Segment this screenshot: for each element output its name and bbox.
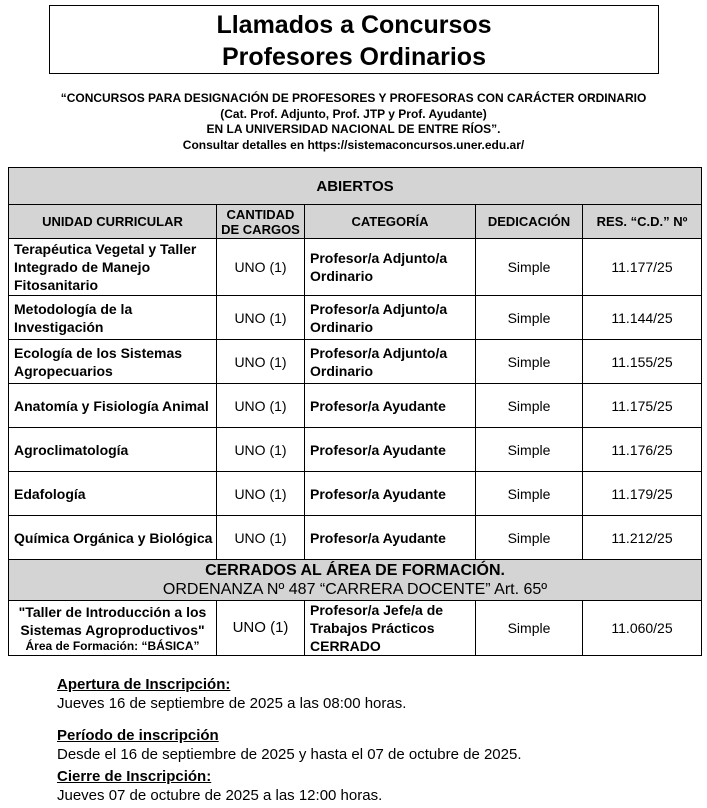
row-qty: UNO (1) — [217, 296, 305, 340]
column-header-dedication: DEDICACIÓN — [476, 205, 583, 239]
subtitle-line4: Consultar detalles en https://sistemaconcursos.uner.edu.ar/ — [182, 137, 525, 152]
closing-section — [57, 767, 382, 805]
row-unit: Anatomía y Fisiología Animal — [9, 384, 217, 428]
row-res: 11.144/25 — [583, 296, 702, 340]
closing-text: Jueves 07 de octubre de 2025 a las 12:00 horas. — [57, 787, 383, 804]
row-category: Profesor/a Adjunto/a Ordinario — [305, 239, 476, 296]
column-header-qty: CANTIDAD DE CARGOS — [217, 205, 305, 239]
closed-section-title: CERRADOS AL ÁREA DE FORMACIÓN. — [205, 562, 505, 579]
closed-category-line3: CERRADO — [310, 638, 381, 654]
row-qty: UNO (1) — [217, 472, 305, 516]
row-category: Profesor/a Adjunto/a Ordinario — [305, 340, 476, 384]
period-section — [57, 726, 522, 764]
row-qty: UNO (1) — [217, 516, 305, 560]
column-header-unit: UNIDAD CURRICULAR — [9, 205, 217, 239]
row-unit: Terapéutica Vegetal y Taller Integrado de Manejo Fitosanitario — [9, 239, 217, 296]
open-section-header: ABIERTOS — [9, 168, 702, 205]
row-dedication: Simple — [476, 428, 583, 472]
row-res: 11.155/25 — [583, 340, 702, 384]
period-label: Período de inscripción — [57, 727, 219, 744]
table-row — [9, 516, 702, 560]
table-row — [9, 340, 702, 384]
row-dedication: Simple — [476, 384, 583, 428]
closed-row-dedication: Simple — [476, 601, 583, 656]
row-res: 11.177/25 — [583, 239, 702, 296]
row-category: Profesor/a Adjunto/a Ordinario — [305, 296, 476, 340]
row-dedication: Simple — [476, 516, 583, 560]
closed-row-qty: UNO (1) — [217, 601, 305, 656]
column-header-category: CATEGORÍA — [305, 205, 476, 239]
subtitle — [30, 91, 677, 153]
closed-unit-name: "Taller de Introducción a los Sistemas Agroproductivos" — [18, 604, 207, 638]
row-res: 11.212/25 — [583, 516, 702, 560]
table-row — [9, 384, 702, 428]
row-category: Profesor/a Ayudante — [305, 472, 476, 516]
row-qty: UNO (1) — [217, 384, 305, 428]
table-row — [9, 428, 702, 472]
row-unit: Ecología de los Sistemas Agropecuarios — [9, 340, 217, 384]
row-unit: Agroclimatología — [9, 428, 217, 472]
closed-row-res: 11.060/25 — [583, 601, 702, 656]
row-dedication: Simple — [476, 239, 583, 296]
table-row — [9, 472, 702, 516]
row-res: 11.179/25 — [583, 472, 702, 516]
subtitle-line3: EN LA UNIVERSIDAD NACIONAL DE ENTRE RÍOS”. — [206, 122, 501, 136]
opening-label: Apertura de Inscripción: — [57, 676, 231, 693]
row-category: Profesor/a Ayudante — [305, 384, 476, 428]
opening-text: Jueves 16 de septiembre de 2025 a las 08:00 horas. — [57, 695, 407, 712]
closed-row-category — [305, 601, 476, 656]
table-row — [9, 296, 702, 340]
row-qty: UNO (1) — [217, 428, 305, 472]
row-qty: UNO (1) — [217, 340, 305, 384]
table-row — [9, 239, 702, 296]
subtitle-line2: (Cat. Prof. Adjunto, Prof. JTP y Prof. Ayudante) — [220, 106, 487, 121]
row-unit: Edafología — [9, 472, 217, 516]
row-dedication: Simple — [476, 296, 583, 340]
row-res: 11.176/25 — [583, 428, 702, 472]
closed-section-header — [9, 560, 702, 601]
closed-category-line1: Profesor/a Jefe/a de — [310, 602, 444, 618]
concursos-table — [8, 167, 702, 656]
closed-unit-note: Área de Formación: “BÁSICA” — [25, 639, 200, 653]
row-unit: Química Orgánica y Biológica — [9, 516, 217, 560]
period-text: Desde el 16 de septiembre de 2025 y hasta el 07 de octubre de 2025. — [57, 746, 522, 763]
closed-row-unit — [9, 601, 217, 656]
subtitle-line1: “CONCURSOS PARA DESIGNACIÓN DE PROFESORES Y PROFESORAS CON CARÁCTER ORDINARIO — [60, 91, 647, 105]
closed-category-line2: Trabajos Prácticos — [310, 620, 435, 636]
closing-label: Cierre de Inscripción: — [57, 768, 212, 785]
row-qty: UNO (1) — [217, 239, 305, 296]
row-category: Profesor/a Ayudante — [305, 516, 476, 560]
title-box — [49, 5, 659, 74]
closed-section-subtitle: ORDENANZA Nº 487 “CARRERA DOCENTE” Art. 65º — [162, 581, 548, 598]
row-category: Profesor/a Ayudante — [305, 428, 476, 472]
table-row-closed — [9, 601, 702, 656]
column-header-res: RES. “C.D.” Nº — [583, 205, 702, 239]
page-title-line1: Llamados a Concursos — [216, 11, 492, 39]
row-dedication: Simple — [476, 340, 583, 384]
row-dedication: Simple — [476, 472, 583, 516]
row-unit: Metodología de la Investigación — [9, 296, 217, 340]
row-res: 11.175/25 — [583, 384, 702, 428]
page-title-line2: Profesores Ordinarios — [222, 43, 486, 71]
opening-section — [57, 675, 406, 713]
